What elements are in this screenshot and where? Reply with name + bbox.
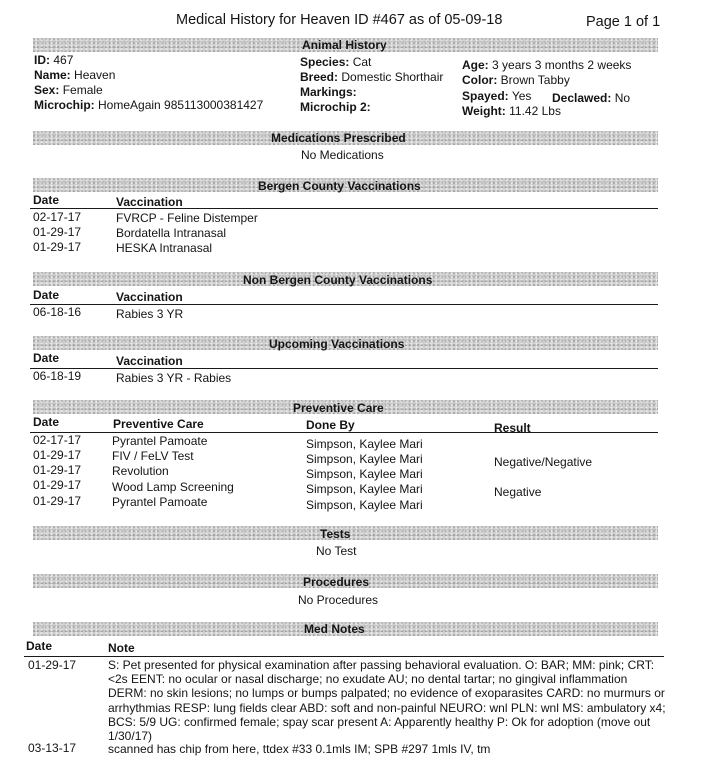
field-weight-value: 11.42 Lbs	[509, 104, 561, 118]
section-title-tests: Tests	[320, 527, 351, 541]
table-cell-vaccination: Rabies 3 YR - Rabies	[116, 371, 232, 385]
col-header-result: Result	[494, 421, 531, 435]
section-title-med-notes: Med Notes	[304, 622, 365, 636]
field-species: Species: Cat	[300, 55, 372, 69]
table-cell-care: Wood Lamp Screening	[112, 480, 234, 494]
table-cell-date: 01-29-17	[33, 240, 82, 254]
field-weight: Weight: 11.42 Lbs	[462, 104, 561, 118]
field-sex-value: Female	[62, 83, 103, 97]
table-cell-date: 01-29-17	[33, 225, 82, 239]
page-number: Page 1 of 1	[586, 14, 661, 30]
table-cell-care: FIV / FeLV Test	[112, 449, 194, 463]
table-cell-done-by: Simpson, Kaylee Mari	[306, 498, 423, 512]
table-cell-date: 03-13-17	[28, 741, 77, 755]
field-id: ID: 467	[34, 53, 74, 67]
table-cell-note: S: Pet presented for physical examination after passing behavioral evaluation. O: BAR; MM: pink; CRT: <2s EENT: no ocular or nasal discharge; no exudate AU; no dental tartar; no gingival inflammation DERM: no skin lesions; no lumps or bumps palpated; no evidence of exoparasites CARD: no murmurs or arrhythmias RESP: lung fields clear ABD: soft and non-painful NEURO: wnl PLN: wnl MS: ambulatory x4; BCS: 5/9 UG: confirmed female; spay scar present A: Apparently healthy P: Ok for adoption (move out 1/30/17)	[108, 658, 666, 744]
table-header-rule	[24, 656, 664, 657]
table-cell-date: 02-17-17	[33, 433, 82, 447]
table-header-rule	[30, 208, 658, 209]
col-header-date: Date	[26, 639, 53, 653]
table-cell-done-by: Simpson, Kaylee Mari	[306, 452, 423, 466]
table-cell-date: 01-29-17	[33, 478, 82, 492]
table-header-rule	[30, 304, 658, 305]
field-spayed-value: Yes	[511, 89, 532, 103]
table-cell-date: 01-29-17	[28, 658, 77, 672]
table-cell-vaccination: Bordatella Intranasal	[116, 226, 227, 240]
procedures-empty-text: No Procedures	[298, 593, 379, 607]
field-microchip-2: Microchip 2:	[300, 100, 371, 114]
table-cell-done-by: Simpson, Kaylee Mari	[306, 482, 423, 496]
section-title-procedures: Procedures	[303, 575, 370, 589]
medications-empty-text: No Medications	[301, 148, 384, 162]
section-title-preventive-care: Preventive Care	[293, 401, 384, 415]
table-cell-care: Revolution	[112, 464, 169, 478]
section-title-animal-history: Animal History	[302, 38, 387, 52]
table-header-rule	[30, 368, 658, 369]
col-header-date: Date	[33, 351, 60, 365]
field-age: Age: 3 years 3 months 2 weeks	[462, 58, 632, 72]
table-cell-date: 01-29-17	[33, 494, 82, 508]
table-cell-care: Pyrantel Pamoate	[112, 434, 208, 448]
field-microchip: Microchip: HomeAgain 985113000381427	[34, 98, 264, 112]
field-species-value: Cat	[352, 55, 372, 69]
table-cell-vaccination: Rabies 3 YR	[116, 307, 184, 321]
col-header-date: Date	[33, 288, 60, 302]
table-cell-vaccination: FVRCP - Feline Distemper	[116, 211, 258, 225]
section-title-non-bergen-vaccinations: Non Bergen County Vaccinations	[243, 273, 433, 287]
table-cell-care: Pyrantel Pamoate	[112, 495, 208, 509]
table-cell-result: Negative	[494, 485, 542, 499]
table-cell-result: Negative/Negative	[494, 455, 593, 469]
table-header-rule	[30, 432, 658, 433]
field-microchip-value: HomeAgain 985113000381427	[98, 98, 264, 112]
field-breed-value: Domestic Shorthair	[341, 70, 444, 84]
field-id-value: 467	[53, 53, 74, 67]
field-name-value: Heaven	[74, 68, 116, 82]
col-header-note: Note	[108, 641, 135, 655]
table-cell-note: scanned has chip from here, ttdex #33 0.1mls IM; SPB #297 1mls IV, tm	[108, 742, 491, 756]
col-header-vaccination: Vaccination	[116, 354, 183, 368]
col-header-vaccination: Vaccination	[116, 290, 183, 304]
field-color-value: Brown Tabby	[500, 73, 570, 87]
field-color: Color: Brown Tabby	[462, 73, 570, 87]
field-spayed: Spayed: Yes	[462, 89, 532, 103]
field-declawed: Declawed: No	[552, 91, 631, 105]
col-header-vaccination: Vaccination	[116, 195, 183, 209]
field-breed: Breed: Domestic Shorthair	[300, 70, 444, 84]
table-cell-date: 01-29-17	[33, 463, 82, 477]
field-name: Name: Heaven	[34, 68, 116, 82]
col-header-date: Date	[33, 193, 60, 207]
col-header-preventive-care: Preventive Care	[113, 417, 204, 431]
col-header-done-by: Done By	[306, 418, 355, 432]
col-header-date: Date	[33, 415, 60, 429]
field-age-value: 3 years 3 months 2 weeks	[492, 58, 632, 72]
table-cell-date: 06-18-19	[33, 369, 82, 383]
field-markings: Markings:	[300, 85, 357, 99]
section-title-medications: Medications Prescribed	[271, 131, 406, 145]
section-title-bergen-vaccinations: Bergen County Vaccinations	[258, 179, 421, 193]
table-cell-date: 02-17-17	[33, 210, 82, 224]
field-sex: Sex: Female	[34, 83, 103, 97]
table-cell-date: 06-18-16	[33, 305, 82, 319]
document-title: Medical History for Heaven ID #467 as of 05-09-18	[176, 12, 503, 28]
table-cell-done-by: Simpson, Kaylee Mari	[306, 467, 423, 481]
table-cell-date: 01-29-17	[33, 448, 82, 462]
table-cell-vaccination: HESKA Intranasal	[116, 241, 213, 255]
tests-empty-text: No Test	[316, 544, 357, 558]
section-title-upcoming-vaccinations: Upcoming Vaccinations	[269, 337, 405, 351]
table-cell-done-by: Simpson, Kaylee Mari	[306, 437, 423, 451]
field-declawed-value: No	[614, 91, 631, 105]
